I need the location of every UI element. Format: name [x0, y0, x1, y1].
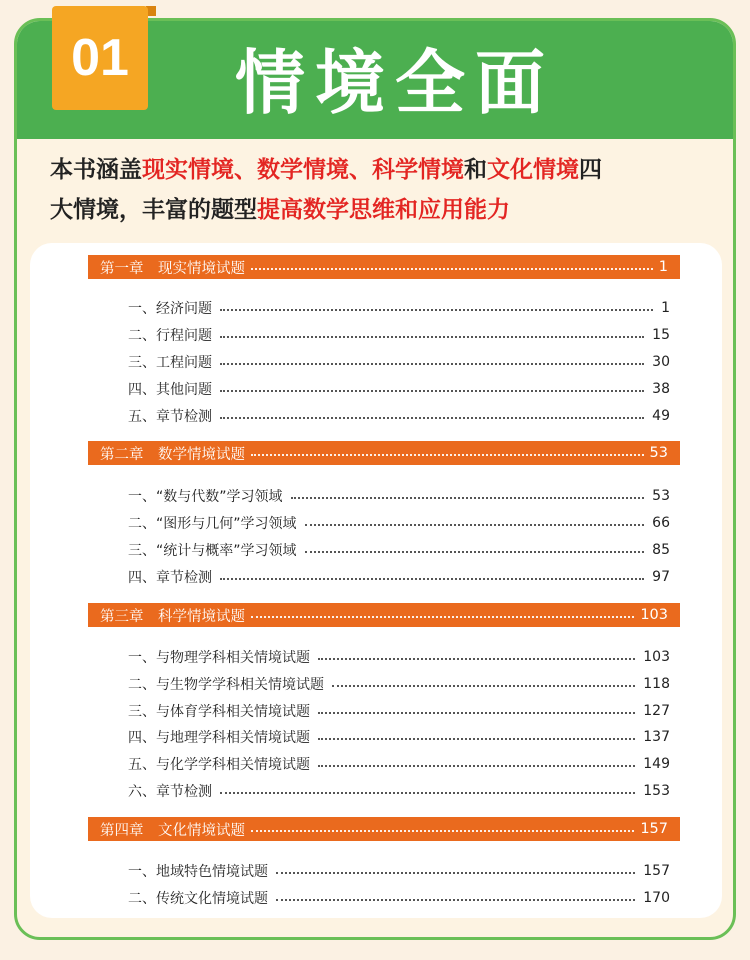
intro-line-2 [50, 190, 700, 230]
toc-entry-page-number: 127 [643, 702, 670, 719]
dot-leader [305, 551, 645, 553]
toc-entry-page-number: 30 [652, 354, 670, 370]
toc-entry[interactable] [128, 859, 670, 883]
dot-leader [220, 390, 644, 392]
toc-chapter-label: 第四章 文化情境试题 [100, 822, 245, 839]
dot-leader [220, 309, 653, 311]
toc-entry-page-number: 157 [643, 863, 670, 879]
toc-entry-page-number: 15 [652, 327, 670, 343]
toc-entry-label: 二、与生物学学科相关情境试题 [128, 676, 324, 693]
toc-entry-label: 四、与地理学科相关情境试题 [128, 730, 310, 747]
dot-leader [220, 336, 644, 338]
toc-entry-label: 三、工程问题 [128, 355, 212, 371]
dot-leader [291, 497, 645, 499]
toc-entry[interactable] [128, 296, 670, 320]
toc-entry-label: 四、其他问题 [128, 382, 212, 398]
toc-entry-page-number: 49 [652, 408, 670, 424]
intro-text [50, 150, 700, 230]
toc-card [30, 243, 722, 918]
dot-leader [276, 872, 635, 874]
toc-entry[interactable] [128, 538, 670, 562]
toc-entry-label: 三、与体育学科相关情境试题 [128, 703, 310, 720]
toc-chapter-label: 第二章 数学情境试题 [100, 446, 245, 463]
toc-entry-page-number: 149 [643, 756, 670, 773]
toc-entry-label: 一、地域特色情境试题 [128, 864, 268, 880]
toc-chapter-page-number: 53 [649, 445, 668, 461]
toc-entry[interactable] [128, 645, 670, 669]
intro-line-1 [50, 150, 700, 190]
toc-entry-label: 一、经济问题 [128, 301, 212, 317]
toc-entry-page-number: 103 [643, 649, 670, 665]
toc-entry[interactable] [128, 511, 670, 535]
toc-entry-label: 五、与化学学科相关情境试题 [128, 757, 310, 774]
toc-entry-page-number: 137 [643, 729, 670, 746]
toc-entry[interactable] [128, 725, 670, 749]
toc-chapter[interactable] [88, 817, 680, 841]
toc-entry-page-number: 118 [643, 675, 670, 692]
toc-chapter-page-number: 157 [640, 821, 668, 837]
dot-leader [220, 792, 635, 794]
toc-chapter[interactable] [88, 441, 680, 465]
toc-chapter-page-number: 103 [640, 607, 668, 623]
toc-entry-label: 三、“统计与概率”学习领域 [128, 543, 297, 559]
dot-leader [251, 268, 653, 270]
dot-leader [251, 616, 634, 618]
toc-entry-label: 四、章节检测 [128, 570, 212, 586]
toc-entry-page-number: 66 [652, 515, 670, 531]
intro-highlight: 提高数学思维和应用能力 [257, 197, 510, 223]
dot-leader [318, 658, 635, 660]
toc-entry-label: 二、行程问题 [128, 328, 212, 344]
intro-segment: 四 [579, 157, 602, 183]
intro-segment: 本书涵盖 [50, 157, 142, 183]
intro-segment: 大情境，丰富的题型 [50, 197, 257, 223]
toc-entry[interactable] [128, 350, 670, 374]
toc-entry-label: 五、章节检测 [128, 409, 212, 425]
toc-entry-page-number: 153 [643, 783, 670, 799]
toc-chapter-page-number: 1 [658, 259, 668, 275]
toc-entry[interactable] [128, 699, 670, 723]
toc-entry[interactable] [128, 886, 670, 910]
dot-leader [220, 417, 644, 419]
toc-entry[interactable] [128, 484, 670, 508]
toc-entry-page-number: 53 [652, 488, 670, 504]
page-title: 情境全面 [235, 42, 555, 124]
dot-leader [251, 830, 634, 832]
toc-entry[interactable] [128, 323, 670, 347]
toc-entry-page-number: 170 [643, 890, 670, 906]
dot-leader [220, 363, 644, 365]
toc-chapter-label: 第三章 科学情境试题 [100, 608, 245, 625]
dot-leader [305, 524, 645, 526]
dot-leader [220, 578, 644, 580]
intro-highlight: 现实情境、数学情境、科学情境 [142, 157, 464, 183]
toc-entry-page-number: 1 [661, 300, 670, 316]
toc-entry[interactable] [128, 752, 670, 776]
toc-chapter-label: 第一章 现实情境试题 [100, 260, 245, 277]
intro-highlight: 文化情境 [487, 157, 579, 183]
dot-leader [318, 712, 635, 714]
toc-entry-label: 一、“数与代数”学习领域 [128, 489, 283, 505]
toc-entry-label: 二、传统文化情境试题 [128, 891, 268, 907]
toc-chapter[interactable] [88, 255, 680, 279]
toc-entry-label: 二、“图形与几何”学习领域 [128, 516, 297, 532]
dot-leader [276, 899, 635, 901]
toc-entry-page-number: 97 [652, 569, 670, 585]
table-of-contents [30, 243, 722, 918]
toc-entry[interactable] [128, 404, 670, 428]
toc-entry-label: 六、章节检测 [128, 784, 212, 800]
intro-segment: 和 [464, 157, 487, 183]
dot-leader [332, 685, 635, 687]
toc-entry-page-number: 38 [652, 381, 670, 397]
dot-leader [318, 765, 635, 767]
toc-entry[interactable] [128, 377, 670, 401]
toc-entry-page-number: 85 [652, 542, 670, 558]
toc-entry-label: 一、与物理学科相关情境试题 [128, 650, 310, 666]
section-number-badge: 01 [52, 6, 148, 110]
dot-leader [251, 454, 644, 456]
toc-entry[interactable] [128, 779, 670, 803]
toc-chapter[interactable] [88, 603, 680, 627]
toc-entry[interactable] [128, 565, 670, 589]
dot-leader [318, 738, 635, 740]
toc-entry[interactable] [128, 672, 670, 696]
